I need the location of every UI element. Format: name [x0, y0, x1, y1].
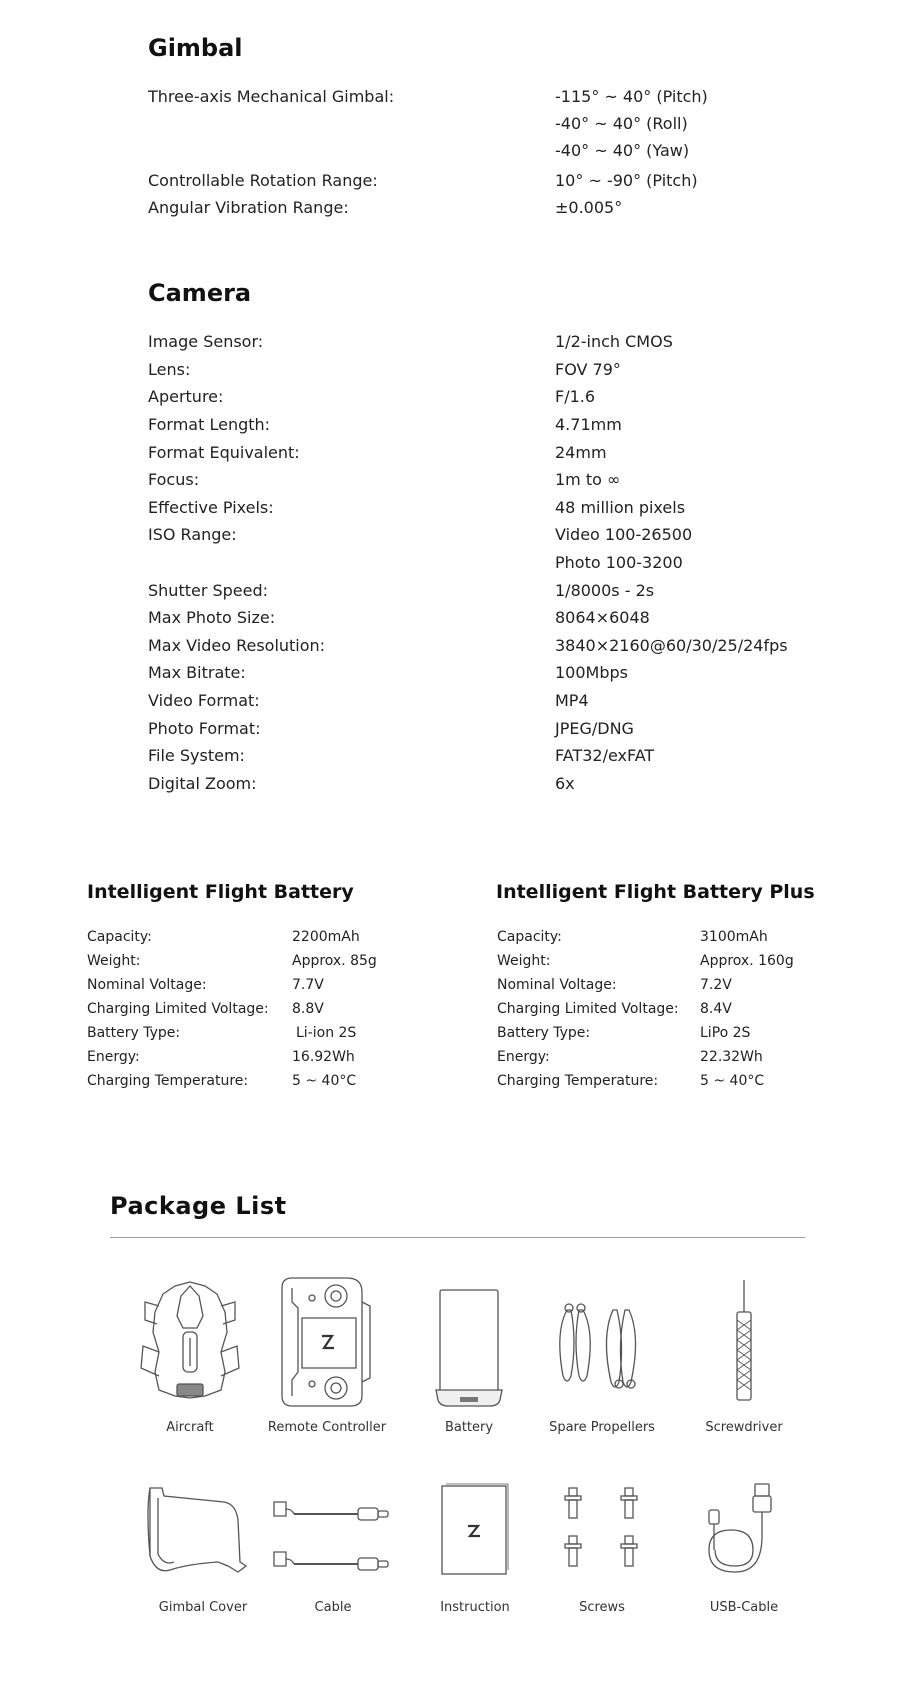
battery-title: Intelligent Flight Battery	[87, 881, 354, 903]
spec-value: 100Mbps	[555, 663, 628, 682]
battery-label: Energy:	[87, 1049, 140, 1065]
spec-value: JPEG/DNG	[555, 719, 634, 738]
spec-row	[148, 660, 788, 686]
battery-plus-row	[497, 974, 877, 996]
spec-label: Lens:	[148, 360, 191, 379]
spec-value: F/1.6	[555, 387, 596, 406]
spec-row	[148, 168, 788, 194]
spec-label: Max Bitrate:	[148, 663, 246, 682]
spec-value: 6x	[555, 774, 575, 793]
package-item-screwdriver	[669, 1272, 819, 1442]
package-item-remote-controller	[252, 1272, 402, 1442]
battery-value: 16.92Wh	[292, 1049, 355, 1065]
battery-plus-value: 7.2V	[700, 977, 732, 993]
spec-row	[148, 138, 788, 164]
battery-row	[87, 926, 447, 948]
battery-label: Battery Type:	[87, 1025, 181, 1041]
battery-plus-row	[497, 926, 877, 948]
battery-plus-value: 8.4V	[700, 1001, 732, 1017]
spec-value: -40° ~ 40° (Roll)	[555, 114, 688, 133]
spec-row	[148, 111, 788, 137]
spec-label: Angular Vibration Range:	[148, 198, 349, 217]
spec-row	[148, 522, 788, 548]
screws-icon	[527, 1480, 677, 1590]
spec-label: Video Format:	[148, 691, 260, 710]
battery-plus-title: Intelligent Flight Battery Plus	[496, 881, 815, 903]
package-item-label: USB-Cable	[709, 1600, 779, 1615]
spec-row	[148, 716, 788, 742]
battery-row	[87, 974, 447, 996]
battery-plus-value: Approx. 160g	[700, 953, 794, 969]
battery-plus-row	[497, 950, 877, 972]
spec-label: Digital Zoom:	[148, 774, 257, 793]
spec-value: 4.71mm	[555, 415, 622, 434]
battery-plus-row	[497, 1070, 877, 1092]
battery-value: 7.7V	[292, 977, 324, 993]
battery-plus-value: 22.32Wh	[700, 1049, 763, 1065]
battery-value: 8.8V	[292, 1001, 324, 1017]
spec-label: Controllable Rotation Range:	[148, 171, 378, 190]
battery-value: Li-ion 2S	[296, 1025, 357, 1041]
battery-plus-label: Weight:	[497, 953, 551, 969]
spec-label: File System:	[148, 746, 245, 765]
spec-row	[148, 605, 788, 631]
spec-row	[148, 384, 788, 410]
battery-row	[87, 950, 447, 972]
spec-row	[148, 467, 788, 493]
spec-value: 1/2-inch CMOS	[555, 332, 673, 351]
spec-row	[148, 633, 788, 659]
spec-label: Max Video Resolution:	[148, 636, 326, 655]
spec-row	[148, 495, 788, 521]
spec-value: 3840×2160@60/30/25/24fps	[555, 636, 788, 655]
gimbal-cover-icon	[128, 1480, 278, 1590]
camera-title: Camera	[148, 279, 252, 307]
gimbal-title: Gimbal	[148, 34, 243, 62]
spec-value: -40° ~ 40° (Yaw)	[555, 141, 690, 160]
battery-plus-row	[497, 998, 877, 1020]
spec-row	[148, 440, 788, 466]
spec-label: Effective Pixels:	[148, 498, 274, 517]
package-item-gimbal-cover	[128, 1480, 278, 1650]
package-item-label: Cable	[314, 1600, 352, 1615]
battery-row	[87, 1022, 447, 1044]
battery-plus-row	[497, 1022, 877, 1044]
package-item-spare-propellers	[527, 1272, 677, 1442]
battery-value: 2200mAh	[292, 929, 360, 945]
spec-value: FOV 79°	[555, 360, 621, 379]
spec-row	[148, 195, 788, 221]
spec-row	[148, 550, 788, 576]
spec-value: ±0.005°	[555, 198, 623, 217]
spec-row	[148, 771, 788, 797]
spec-label: Max Photo Size:	[148, 608, 276, 627]
propellers-icon	[527, 1272, 677, 1412]
battery-plus-label: Energy:	[497, 1049, 550, 1065]
spec-value: 1m to ∞	[555, 470, 621, 489]
spec-label: Three-axis Mechanical Gimbal:	[148, 87, 395, 106]
battery-row	[87, 1070, 447, 1092]
battery-plus-label: Charging Temperature:	[497, 1073, 659, 1089]
package-item-screws	[527, 1480, 677, 1650]
spec-label: Photo Format:	[148, 719, 261, 738]
battery-plus-value: LiPo 2S	[700, 1025, 751, 1041]
package-item-aircraft	[115, 1272, 265, 1442]
spec-value: Photo 100-3200	[555, 553, 683, 572]
usb-cable-icon	[669, 1480, 819, 1590]
battery-label: Charging Temperature:	[87, 1073, 249, 1089]
package-item-cable	[258, 1480, 408, 1650]
package-item-label: Screwdriver	[705, 1420, 783, 1435]
spec-row	[148, 743, 788, 769]
remote-controller-icon	[252, 1272, 402, 1412]
battery-value: Approx. 85g	[292, 953, 377, 969]
battery-row	[87, 1046, 447, 1068]
spec-value: 24mm	[555, 443, 607, 462]
spec-label: Shutter Speed:	[148, 581, 269, 600]
spec-row	[148, 329, 788, 355]
package-list-title: Package List	[110, 1192, 287, 1220]
spec-value: MP4	[555, 691, 589, 710]
battery-icon	[394, 1272, 544, 1412]
battery-plus-row	[497, 1046, 877, 1068]
package-item-usb-cable	[669, 1480, 819, 1650]
spec-value: FAT32/exFAT	[555, 746, 655, 765]
spec-value: 48 million pixels	[555, 498, 686, 517]
spec-label: Aperture:	[148, 387, 224, 406]
spec-label: Image Sensor:	[148, 332, 264, 351]
spec-value: 10° ~ -90° (Pitch)	[555, 171, 698, 190]
package-item-battery	[394, 1272, 544, 1442]
battery-label: Weight:	[87, 953, 141, 969]
spec-row	[148, 412, 788, 438]
battery-label: Nominal Voltage:	[87, 977, 207, 993]
spec-value: 1/8000s - 2s	[555, 581, 655, 600]
package-item-label: Remote Controller	[267, 1420, 387, 1435]
spec-label: Format Length:	[148, 415, 271, 434]
package-item-label: Aircraft	[166, 1420, 214, 1435]
spec-row	[148, 357, 788, 383]
aircraft-icon	[115, 1272, 265, 1412]
battery-plus-value: 5 ~ 40°C	[700, 1073, 765, 1089]
battery-row	[87, 998, 447, 1020]
battery-plus-label: Nominal Voltage:	[497, 977, 617, 993]
battery-plus-value: 3100mAh	[700, 929, 768, 945]
battery-plus-label: Charging Limited Voltage:	[497, 1001, 679, 1017]
battery-plus-label: Capacity:	[497, 929, 562, 945]
package-item-label: Gimbal Cover	[158, 1600, 248, 1615]
battery-label: Capacity:	[87, 929, 152, 945]
package-item-label: Battery	[444, 1420, 494, 1435]
divider	[110, 1237, 805, 1238]
battery-plus-label: Battery Type:	[497, 1025, 591, 1041]
spec-label: Focus:	[148, 470, 200, 489]
screwdriver-icon	[669, 1272, 819, 1412]
package-item-label: Spare Propellers	[549, 1420, 655, 1435]
spec-row	[148, 578, 788, 604]
spec-value: 8064×6048	[555, 608, 650, 627]
spec-value: -115° ~ 40° (Pitch)	[555, 87, 708, 106]
package-item-label: Screws	[579, 1600, 625, 1615]
spec-label: Format Equivalent:	[148, 443, 300, 462]
spec-row	[148, 688, 788, 714]
package-item-label: Instruction	[440, 1600, 510, 1615]
battery-label: Charging Limited Voltage:	[87, 1001, 269, 1017]
spec-row	[148, 84, 788, 110]
spec-label: ISO Range:	[148, 525, 237, 544]
cable-icon	[258, 1480, 408, 1590]
battery-value: 5 ~ 40°C	[292, 1073, 357, 1089]
spec-value: Video 100-26500	[555, 525, 693, 544]
